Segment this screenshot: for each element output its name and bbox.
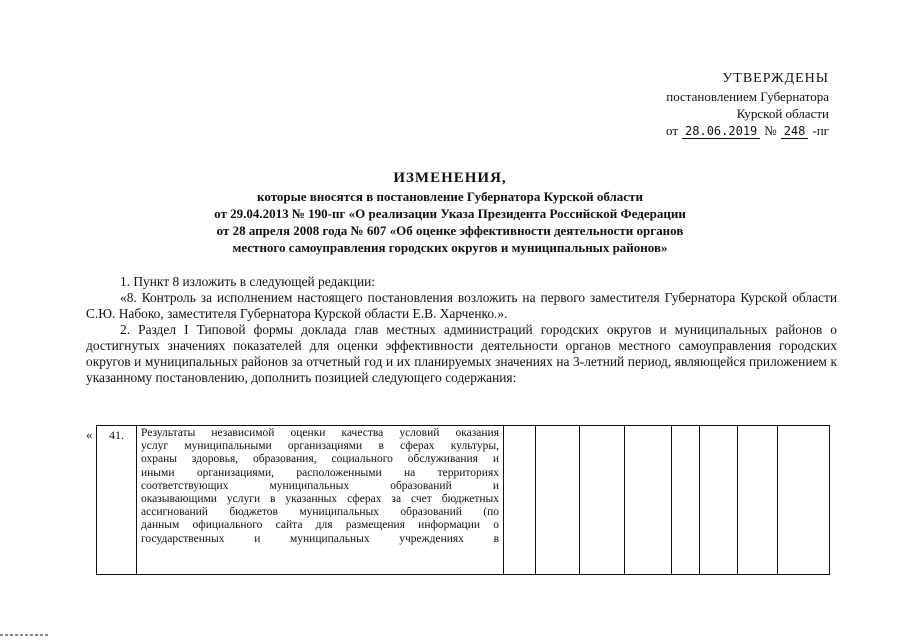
number-suffix: -пг	[812, 123, 829, 138]
table-row	[97, 426, 830, 575]
open-quote: «	[86, 427, 93, 442]
heading-line-1: которые вносятся в постановление Губернатора Курской области	[257, 189, 643, 204]
empty-cell	[700, 426, 738, 575]
description-line: иными организациями, расположенными на территориях	[141, 466, 499, 479]
heading-line-2: от 29.04.2013 № 190-пг «О реализации Указа Президента Российской Федерации	[214, 206, 686, 221]
heading-line-3: от 28 апреля 2008 года № 607 «Об оценке эффективности деятельности органов	[216, 223, 684, 238]
row-description	[137, 426, 504, 575]
empty-cell	[536, 426, 580, 575]
approval-block	[666, 70, 829, 139]
approval-line-1: постановлением Губернатора	[666, 89, 829, 104]
approval-line-2: Курской области	[736, 106, 829, 121]
empty-cell	[504, 426, 536, 575]
description-line: услуг муниципальными организациями в сферах культуры,	[141, 440, 499, 453]
description-line: охраны здоровья, образования, социального обслуживания и	[141, 453, 499, 466]
paragraph-2: «8. Контроль за исполнением настоящего постановления возложить на первого заместителя Губернатора Курской области С.Ю. Набоко, заместителя Губернатора Курской области Е.В. Харченко.».	[86, 290, 837, 321]
empty-cell	[738, 426, 778, 575]
indicator-table-wrap	[86, 425, 829, 575]
paragraph-3: 2. Раздел I Типовой формы доклада глав местных администраций городских округов и муниципальных районов о достигнутых значениях показателей для оценки эффективности деятельности органов местного самоуправления городских округов и муниципальных районов за отчетный год и их планируемых значениях на 3-летний период, являющейся приложением к указанному постановлению, дополнить позицией следующего содержания:	[86, 322, 837, 385]
scan-artifact	[0, 634, 48, 636]
description-line: Результаты независимой оценки качества условий оказания	[141, 427, 499, 439]
description-line: государственных и муниципальных учреждениях в	[141, 532, 499, 545]
indicator-table	[96, 425, 830, 575]
empty-cell	[778, 426, 830, 575]
heading-main: ИЗМЕНЕНИЯ,	[393, 170, 507, 186]
approval-title: УТВЕРЖДЕНЫ	[722, 71, 829, 86]
date-prefix: от	[666, 123, 679, 138]
description-line: оказывающими услуги в указанных сферах за счет бюджетных	[141, 493, 499, 506]
paragraph-1: 1. Пункт 8 изложить в следующей редакции:	[120, 274, 376, 289]
heading-line-4: местного самоуправления городских округов и муниципальных районов»	[232, 240, 668, 255]
empty-cell	[625, 426, 672, 575]
description-line: соответствующих муниципальных образований и	[141, 479, 499, 492]
description-line: ассигнований бюджетов муниципальных образований (по	[141, 506, 499, 519]
document-heading	[150, 170, 750, 256]
description-line: данным официального сайта для размещения информации о	[141, 519, 499, 532]
document-body	[86, 274, 837, 386]
handwritten-number: 248	[781, 125, 809, 139]
handwritten-date: 28.06.2019	[682, 125, 760, 139]
row-number: 41.	[97, 426, 137, 575]
approval-date-line	[666, 122, 829, 139]
number-prefix: №	[764, 123, 777, 138]
empty-cell	[672, 426, 700, 575]
empty-cell	[580, 426, 625, 575]
